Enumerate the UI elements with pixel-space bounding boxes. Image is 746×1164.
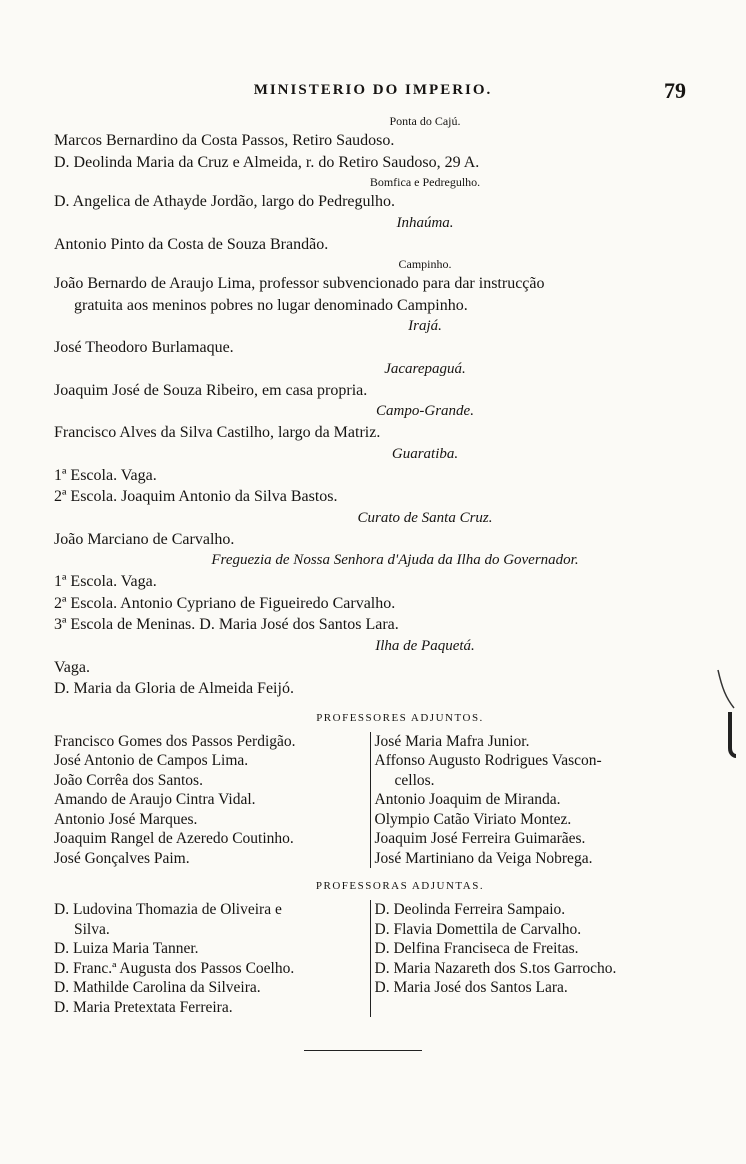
entry-line: Vaga. [54, 658, 90, 676]
locality-heading: Freguezia de Nossa Senhora d'Ajuda da Ilha do Governador. [211, 552, 579, 568]
entry-line: 3ª Escola de Meninas. D. Maria José dos Santos Lara. [54, 616, 399, 633]
entry-line: 2ª Escola. Joaquim Antonio da Silva Bastos. [54, 488, 338, 505]
locality-heading: Jacarepaguá. [384, 360, 466, 377]
name-line: D. Mathilde Carolina da Silveira. [54, 979, 261, 996]
entry-line: Francisco Alves da Silva Castilho, largo da Matriz. [54, 424, 381, 441]
entry-line: D. Angelica de Athayde Jordão, largo do Pedregulho. [54, 193, 395, 210]
name-line: Affonso Augusto Rodrigues Vascon- [374, 752, 602, 769]
entry-line: D. Deolinda Maria da Cruz e Almeida, r. do Retiro Saudoso, 29 A. [54, 153, 480, 171]
closing-rule [304, 1050, 422, 1051]
name-line: D. Flavia Domettila de Carvalho. [374, 920, 582, 938]
professoras-adjuntas-columns [54, 900, 686, 1017]
name-line: João Corrêa dos Santos. [54, 771, 203, 789]
page-edge-mark [716, 668, 736, 758]
entry-line: João Marciano de Carvalho. [54, 530, 235, 548]
locality-heading: Campo-Grande. [376, 403, 474, 419]
entry-line: 1ª Escola. Vaga. [54, 466, 157, 484]
locality-heading: Ilha de Paquetá. [375, 637, 475, 654]
name-line: D. Maria Nazareth dos S.tos Garrocho. [374, 959, 617, 977]
locality-heading: Inhaúma. [396, 214, 454, 231]
entry-line: 1ª Escola. Vaga. [54, 573, 157, 590]
name-line: cellos. [394, 771, 435, 789]
page-number: 79 [664, 78, 686, 103]
name-line: Antonio José Marques. [54, 810, 198, 828]
name-line: Joaquim Rangel de Azeredo Coutinho. [54, 830, 294, 847]
name-line: D. Ludovina Thomazia de Oliveira e [54, 901, 282, 918]
entry-line: João Bernardo de Araujo Lima, professor subvencionado para dar instrucção [54, 275, 545, 292]
entry-line: José Theodoro Burlamaque. [54, 339, 234, 356]
name-line: D. Delfina Franciseca de Freitas. [374, 940, 579, 957]
locality-heading: Bomfica e Pedregulho. [369, 175, 481, 189]
entry-line: D. Maria da Gloria de Almeida Feijó. [54, 680, 294, 697]
locality-heading: Campinho. [398, 257, 452, 271]
name-line: José Martiniano da Veiga Nobrega. [374, 849, 593, 867]
name-line: Olympio Catão Viriato Montez. [374, 810, 572, 828]
running-header [0, 80, 746, 104]
name-line: D. Maria Pretextata Ferreira. [54, 998, 233, 1016]
locality-heading: Ponta do Cajú. [389, 114, 461, 128]
entry-line: gratuita aos meninos pobres no lugar denominado Campinho. [74, 296, 468, 314]
locality-heading: Guaratiba. [391, 445, 459, 462]
name-line: José Maria Mafra Junior. [374, 732, 530, 750]
locality-heading: Irajá. [408, 318, 442, 334]
name-line: Antonio Joaquim de Miranda. [374, 791, 561, 808]
section-heading-professores: PROFESSORES ADJUNTOS. [316, 711, 484, 724]
professores-adjuntos-columns [54, 732, 686, 869]
name-line: D. Franc.ª Augusta dos Passos Coelho. [54, 959, 295, 977]
name-line: Joaquim José Ferreira Guimarães. [374, 830, 586, 847]
locality-heading: Curato de Santa Cruz. [357, 509, 493, 526]
entry-line: 2ª Escola. Antonio Cypriano de Figueiredo Carvalho. [54, 594, 396, 612]
name-line: Francisco Gomes dos Passos Perdigão. [54, 732, 296, 750]
name-line: Amando de Araujo Cintra Vidal. [54, 791, 256, 808]
entry-line: Marcos Bernardino da Costa Passos, Retiro Saudoso. [54, 132, 395, 149]
professores-left-column [54, 732, 370, 869]
entry-line: Antonio Pinto da Costa de Souza Brandão. [54, 235, 329, 253]
entry-line: Joaquim José de Souza Ribeiro, em casa propria. [54, 381, 368, 399]
name-line: Silva. [74, 920, 110, 938]
name-line: D. Maria José dos Santos Lara. [374, 979, 568, 996]
professores-right-column [370, 732, 687, 869]
page-body [54, 112, 686, 1017]
name-line: José Gonçalves Paim. [54, 849, 190, 867]
school-entries [54, 112, 686, 700]
name-line: D. Luiza Maria Tanner. [54, 940, 199, 957]
section-heading-professoras: PROFESSORAS ADJUNTAS. [315, 880, 485, 892]
name-line: José Antonio de Campos Lima. [54, 752, 249, 769]
professoras-left-column [54, 900, 370, 1017]
professoras-right-column [370, 900, 687, 1017]
page-title: MINISTERIO DO IMPERIO. [253, 82, 493, 98]
name-line: D. Deolinda Ferreira Sampaio. [374, 901, 566, 918]
